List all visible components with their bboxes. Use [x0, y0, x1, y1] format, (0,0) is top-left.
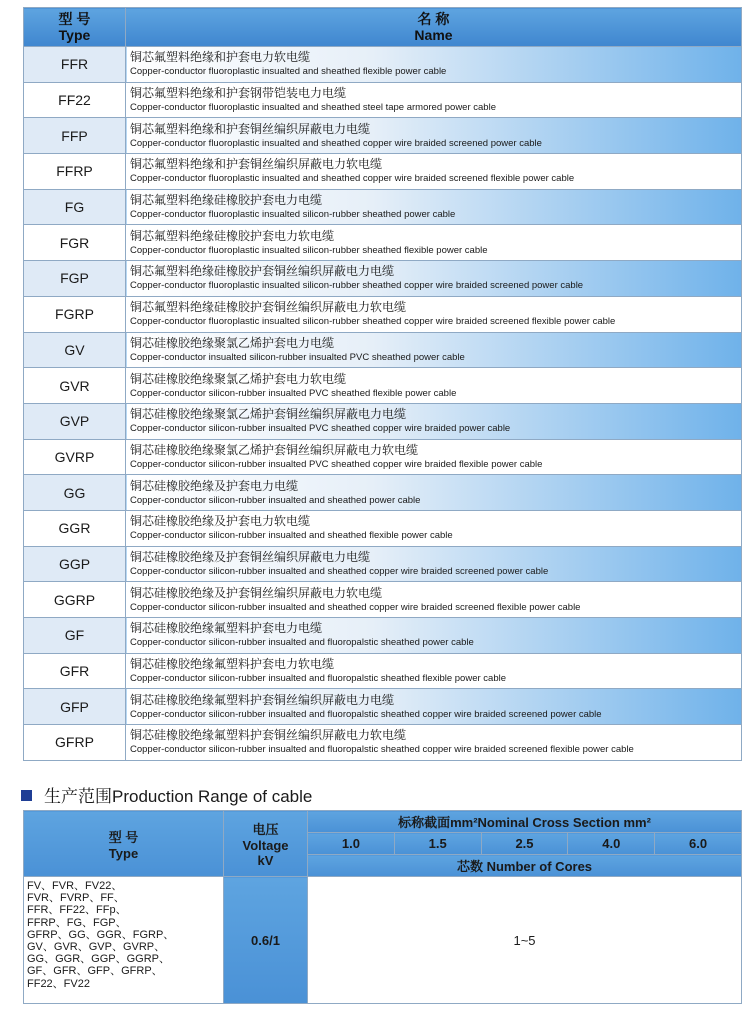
name-cell: [126, 439, 742, 475]
type-cell: FFRP: [24, 154, 126, 190]
table-row: [24, 403, 742, 439]
name-cell: [126, 368, 742, 404]
name-zh: 铜芯氟塑料绝缘硅橡胶护套铜丝编织屏蔽电力软电缆: [130, 300, 407, 315]
section-value: 2.5: [481, 833, 568, 855]
range-header-row-1: [24, 811, 742, 833]
name-cell: [126, 118, 742, 154]
name-cell: [126, 82, 742, 118]
voltage-value: 0.6/1: [224, 877, 308, 1004]
name-zh: 铜芯氟塑料绝缘硅橡胶护套电力电缆: [130, 193, 323, 208]
table-row: [24, 582, 742, 618]
type-line: FFR、FF22、FFp、: [27, 904, 127, 917]
name-zh: 铜芯氟塑料绝缘和护套钢带铠装电力电缆: [130, 86, 347, 101]
name-zh: 铜芯硅橡胶绝缘氟塑料护套铜丝编织屏蔽电力软电缆: [130, 728, 407, 743]
name-cell: [126, 689, 742, 725]
name-en: Copper-conductor silicon-rubber insualted and fluoropalstic sheathed copper wire braided screened flexible power cable: [130, 744, 634, 756]
table-row: [24, 475, 742, 511]
range-type-header: [24, 811, 224, 877]
table-row: [24, 368, 742, 404]
type-cell: GGP: [24, 546, 126, 582]
range-type-en: Type: [108, 845, 139, 861]
name-en: Copper-conductor fluoroplastic insualted silicon-rubber sheathed copper wire braided screened power cable: [130, 280, 584, 292]
name-cell: [126, 546, 742, 582]
square-bullet-icon: [21, 790, 32, 801]
name-en: Copper-conductor silicon-rubber insualted and fluoropalstic sheathed flexible power cable: [130, 673, 506, 685]
name-zh: 铜芯硅橡胶绝缘聚氯乙烯护套电力软电缆: [130, 371, 347, 386]
table-row: [24, 618, 742, 654]
type-cell: GVR: [24, 368, 126, 404]
name-cell: [126, 510, 742, 546]
name-zh: 铜芯氟塑料绝缘硅橡胶护套电力软电缆: [130, 228, 335, 243]
type-line: FVR、FVRP、FF、: [27, 892, 125, 905]
type-cell: GG: [24, 475, 126, 511]
name-en: Copper-conductor fluoroplastic insualted and sheathed flexible power cable: [130, 66, 447, 78]
production-range-table: [23, 810, 742, 1004]
type-cell: GV: [24, 332, 126, 368]
table-row: [24, 261, 742, 297]
name-en: Copper-conductor silicon-rubber insualted and sheathed copper wire braided screened power cable: [130, 565, 549, 577]
cores-value: 1~5: [308, 877, 742, 1004]
cable-type-table: [23, 7, 742, 761]
voltage-en: Voltage: [242, 838, 289, 853]
name-en: Copper-conductor insualted silicon-rubber insualted PVC sheathed power cable: [130, 351, 465, 363]
type-header-en: Type: [58, 27, 91, 43]
table-row: [24, 439, 742, 475]
section-value: 1.0: [308, 833, 395, 855]
name-en: Copper-conductor fluoroplastic insualted silicon-rubber sheathed power cable: [130, 209, 456, 221]
name-en: Copper-conductor fluoroplastic insualted and sheathed copper wire braided screened flexible power cable: [130, 173, 575, 185]
name-cell: [126, 332, 742, 368]
table-row: [24, 47, 742, 83]
table-row: [24, 689, 742, 725]
name-en: Copper-conductor fluoroplastic insualted silicon-rubber sheathed copper wire braided screened flexible power cable: [130, 316, 616, 328]
table-row: [24, 332, 742, 368]
name-zh: 铜芯硅橡胶绝缘氟塑料护套电力电缆: [130, 621, 323, 636]
type-cell: FG: [24, 189, 126, 225]
name-header: [126, 8, 742, 47]
table-row: [24, 725, 742, 761]
cores-header: 芯数 Number of Cores: [308, 855, 742, 877]
name-en: Copper-conductor silicon-rubber insualted and sheathed flexible power cable: [130, 530, 453, 542]
name-en: Copper-conductor silicon-rubber insualted PVC sheathed flexible power cable: [130, 387, 457, 399]
table-row: [24, 154, 742, 190]
table-row: [24, 189, 742, 225]
section-heading: [21, 782, 312, 807]
name-zh: 铜芯硅橡胶绝缘聚氯乙烯护套铜丝编织屏蔽电力软电缆: [130, 442, 419, 457]
name-cell: [126, 653, 742, 689]
name-en: Copper-conductor fluoroplastic insualted silicon-rubber sheathed flexible power cable: [130, 244, 488, 256]
type-cell: GF: [24, 618, 126, 654]
name-zh: 铜芯硅橡胶绝缘及护套电力电缆: [130, 478, 299, 493]
name-en: Copper-conductor silicon-rubber insualted PVC sheathed copper wire braided power cable: [130, 423, 511, 435]
type-cell: GGR: [24, 510, 126, 546]
name-en: Copper-conductor silicon-rubber insualted and sheathed power cable: [130, 494, 421, 506]
name-cell: [126, 618, 742, 654]
name-zh: 铜芯硅橡胶绝缘氟塑料护套铜丝编织屏蔽电力电缆: [130, 692, 395, 707]
table-row: [24, 82, 742, 118]
section-value: 1.5: [394, 833, 481, 855]
type-cell: FF22: [24, 82, 126, 118]
name-zh: 铜芯硅橡胶绝缘及护套电力软电缆: [130, 514, 311, 529]
table-row: [24, 225, 742, 261]
name-en: Copper-conductor silicon-rubber insualted and sheathed copper wire braided screened flexible power cable: [130, 601, 581, 613]
table-row: [24, 546, 742, 582]
name-cell: [126, 403, 742, 439]
name-en: Copper-conductor fluoroplastic insualted and sheathed steel tape armored power cable: [130, 102, 496, 114]
name-cell: [126, 189, 742, 225]
type-line: GV、GVR、GVP、GVRP、: [27, 941, 166, 954]
table-row: [24, 296, 742, 332]
name-cell: [126, 154, 742, 190]
cross-section-header: 标称截面mm²Nominal Cross Section mm²: [308, 811, 742, 833]
name-header-en: Name: [414, 27, 453, 43]
type-cell: GGRP: [24, 582, 126, 618]
name-zh: 铜芯氟塑料绝缘和护套铜丝编织屏蔽电力电缆: [130, 121, 371, 136]
voltage-zh: 电压: [252, 822, 279, 837]
name-cell: [126, 261, 742, 297]
range-body-row: [24, 877, 742, 1004]
name-zh: 铜芯硅橡胶绝缘及护套铜丝编织屏蔽电力电缆: [130, 549, 371, 564]
name-header-zh: 名 称: [417, 11, 450, 27]
name-zh: 铜芯氟塑料绝缘和护套铜丝编织屏蔽电力软电缆: [130, 157, 383, 172]
type-line: FF22、FV22: [27, 977, 90, 990]
type-line: FFRP、FG、FGP、: [27, 916, 127, 929]
type-line: GFRP、GG、GGR、FGRP、: [27, 928, 175, 941]
table-row: [24, 510, 742, 546]
name-zh: 铜芯硅橡胶绝缘聚氯乙烯护套电力电缆: [130, 335, 335, 350]
type-cell: GFRP: [24, 725, 126, 761]
table-row: [24, 118, 742, 154]
name-en: Copper-conductor silicon-rubber insualted PVC sheathed copper wire braided flexible power cable: [130, 458, 543, 470]
section-value: 4.0: [568, 833, 655, 855]
name-zh: 铜芯硅橡胶绝缘聚氯乙烯护套铜丝编织屏蔽电力电缆: [130, 407, 407, 422]
name-zh: 铜芯硅橡胶绝缘氟塑料护套电力软电缆: [130, 657, 335, 672]
name-zh: 铜芯氟塑料绝缘硅橡胶护套铜丝编织屏蔽电力电缆: [130, 264, 395, 279]
type-cell: GFR: [24, 653, 126, 689]
name-en: Copper-conductor fluoroplastic insualted and sheathed copper wire braided screened power cable: [130, 137, 542, 149]
type-cell: FGRP: [24, 296, 126, 332]
name-cell: [126, 475, 742, 511]
type-line: FV、FVR、FV22、: [27, 880, 123, 892]
table-header-row: [24, 8, 742, 47]
section-value: 6.0: [655, 833, 742, 855]
type-line: GG、GGR、GGP、GGRP、: [27, 953, 171, 966]
name-cell: [126, 47, 742, 83]
voltage-unit: kV: [257, 853, 274, 868]
type-header-zh: 型 号: [58, 11, 91, 27]
type-header: [24, 8, 126, 47]
name-cell: [126, 225, 742, 261]
type-cell: FGP: [24, 261, 126, 297]
type-cell: FFR: [24, 47, 126, 83]
name-en: Copper-conductor silicon-rubber insualted and fluoropalstic sheathed copper wire braided screened power cable: [130, 708, 602, 720]
name-cell: [126, 725, 742, 761]
type-cell: GFP: [24, 689, 126, 725]
name-zh: 铜芯氟塑料绝缘和护套电力软电缆: [130, 50, 311, 65]
name-zh: 铜芯硅橡胶绝缘及护套铜丝编织屏蔽电力软电缆: [130, 585, 383, 600]
voltage-header: [224, 811, 308, 877]
type-cell: FFP: [24, 118, 126, 154]
type-cell: GVP: [24, 403, 126, 439]
type-line: GF、GFR、GFP、GFRP、: [27, 965, 163, 978]
name-cell: [126, 582, 742, 618]
name-cell: [126, 296, 742, 332]
name-en: Copper-conductor silicon-rubber insualted and fluoropalstic sheathed power cable: [130, 637, 474, 649]
range-type-zh: 型 号: [108, 829, 139, 845]
type-cell: GVRP: [24, 439, 126, 475]
table-row: [24, 653, 742, 689]
section-title: 生产范围Production Range of cable: [44, 787, 313, 806]
type-cell: FGR: [24, 225, 126, 261]
type-list: [24, 877, 224, 1004]
